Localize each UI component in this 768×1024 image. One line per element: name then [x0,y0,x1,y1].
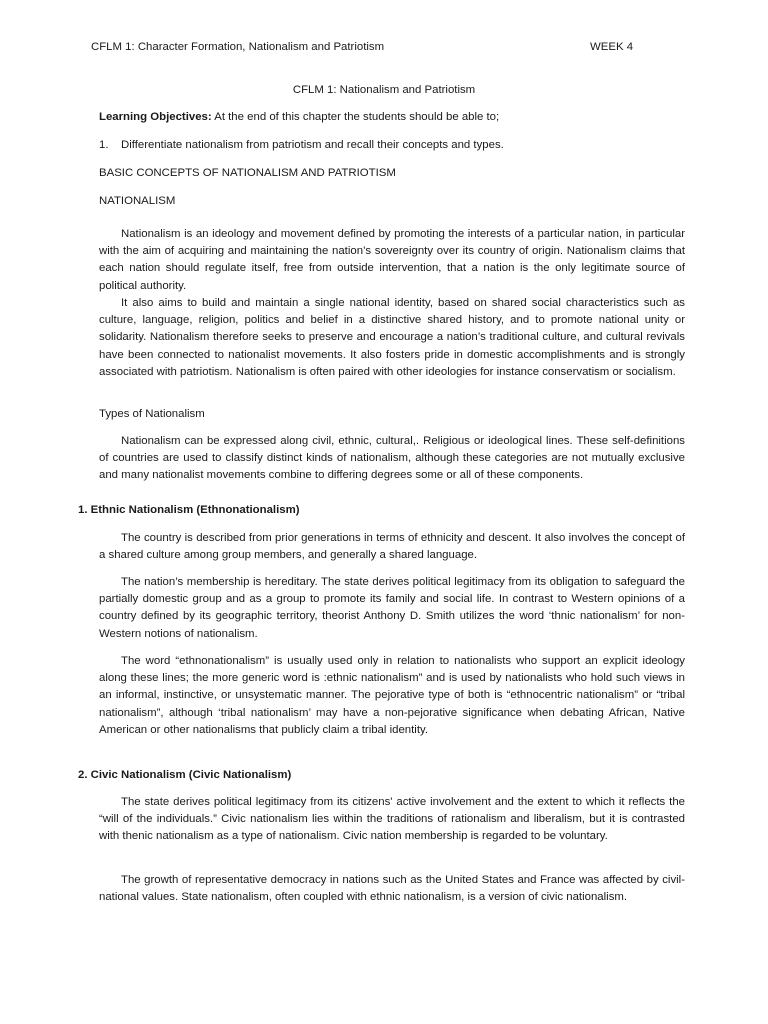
learning-objectives-label: Learning Objectives: [99,111,212,123]
section-heading: BASIC CONCEPTS OF NATIONALISM AND PATRIOTISM [99,167,396,179]
nationalism-paragraph-1: Nationalism is an ideology and movement defined by promoting the interests of a particular nation, in particular with the aim of acquiring and maintaining the nation’s sovereignty over its country of origin. Nationalism claims that each nation should regulate itself, free from outside intervention, that a nation is the only legitimate source of political authority. [99,228,685,292]
learning-objectives [99,109,499,126]
nationalism-heading: NATIONALISM [99,195,176,207]
types-heading: Types of Nationalism [99,408,205,420]
learning-objectives-text: At the end of this chapter the students should be able to; [214,111,500,123]
civic-paragraph-1: The state derives political legitimacy from its citizens' active involvement and the extent to which it reflects the “will of the individuals.” Civic nationalism lies within the traditions of rationalism and liberalism, but it is contrasted with thenic nationalism as a type of nationalism. Civic nation membership is regarded to be voluntary. [99,796,685,843]
objective-item [99,137,504,154]
ethnic-paragraph-2: The nation’s membership is hereditary. The state derives political legitimacy from its obligation to safeguard the partially domestic group and as a group to promote its family and social life. In contrast to Western opinions of a country defined by its geographic territory, theorist Anthony D. Smith utilizes the word ‘thnic nationalism’ for non-Western notions of nationalism. [99,576,685,640]
nationalism-paragraph-2: It also aims to build and maintain a single national identity, based on shared social characteristics such as culture, language, religion, politics and belief in a distinctive shared history, and to promote national unity or solidarity. Nationalism therefore seeks to preserve and encourage a nation’s traditional culture, and cultural revivals have been connected to nationalist movements. It also fosters pride in domestic accomplishments and is strongly associated with patriotism. Nationalism is often paired with other ideologies for instance conservatism or socialism. [99,297,685,378]
types-paragraph: Nationalism can be expressed along civil, ethnic, cultural,. Religious or ideological lines. These self-definitions of countries are used to classify distinct kinds of nationalism, although these categories are not mutually exclusive and many nationalist movements combine to differing degrees some or all of these components. [99,435,685,482]
week-label: WEEK 4 [590,41,634,53]
course-header: CFLM 1: Character Formation, Nationalism and Patriotism [91,41,385,53]
ethnic-paragraph-1: The country is described from prior generations in terms of ethnicity and descent. It also involves the concept of a shared culture among group members, and generally a shared language. [99,532,685,562]
objective-text: Differentiate nationalism from patriotism and recall their concepts and types. [121,139,504,151]
civic-heading: 2. Civic Nationalism (Civic Nationalism) [78,769,292,781]
ethnic-heading: 1. Ethnic Nationalism (Ethnonationalism) [78,504,300,516]
objective-number: 1. [99,139,109,151]
civic-paragraph-2: The growth of representative democracy in nations such as the United States and France was affected by civil-national values. State nationalism, often coupled with ethnic nationalism, is a version of civic nationalism. [99,874,685,904]
document-title: CFLM 1: Nationalism and Patriotism [292,84,476,96]
ethnic-paragraph-3: The word “ethnonationalism” is usually used only in relation to nationalists who support an explicit ideology along these lines; the more generic word is :ethnic nationalism” and is used by nationalists who hold such views in an informal, instinctive, or unsystematic manner. The pejorative type of both is “ethnocentric nationalism” or “tribal nationalism”, although ‘tribal nationalism’ may have a non-pejorative significance when debating African, Native American or other nationalisms that publicly claim a tribal identity. [99,655,685,736]
